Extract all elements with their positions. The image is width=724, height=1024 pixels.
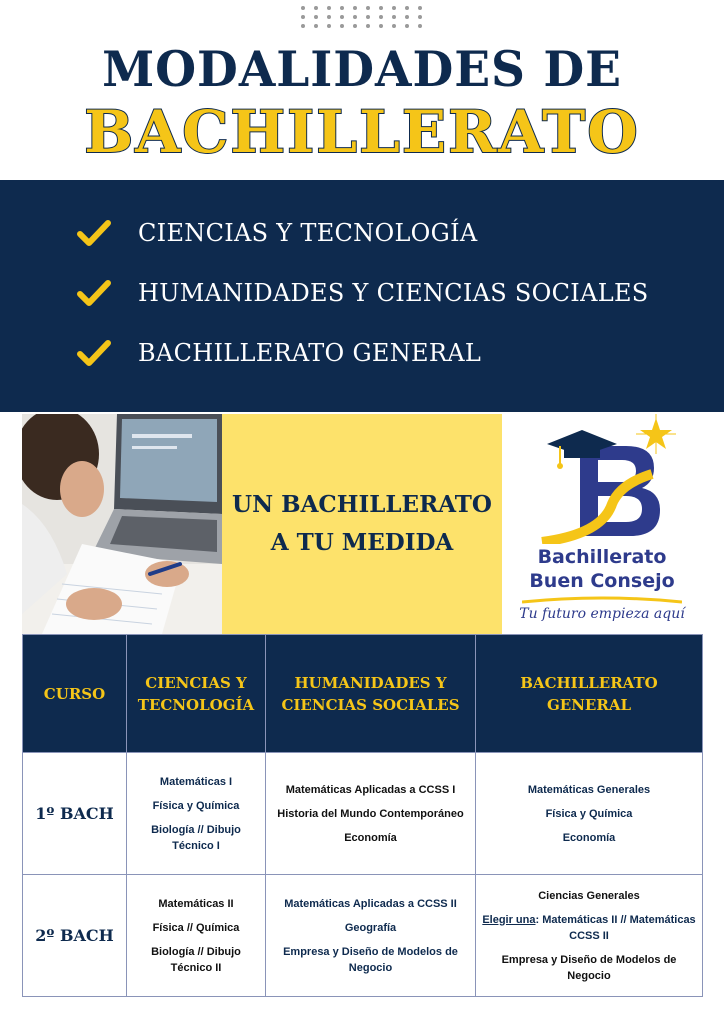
subject: Biología // Dibujo Técnico I — [151, 823, 241, 852]
subject: Ciencias Generales — [538, 889, 640, 902]
cell-general — [476, 753, 703, 875]
table-row — [23, 875, 703, 997]
check-icon — [76, 338, 112, 368]
subject: Matemáticas Aplicadas a CCSS I — [285, 783, 456, 796]
page-title-line1: MODALIDADES DE — [102, 40, 622, 98]
graduation-cap-b-icon — [502, 414, 702, 544]
modalidad-label: CIENCIAS Y TECNOLOGÍA — [138, 219, 478, 247]
logo-name-line1: Bachillerato — [537, 546, 667, 568]
subject: Historia del Mundo Contemporáneo — [277, 807, 464, 820]
logo-underline-swoosh — [522, 596, 682, 604]
page-title-line2: BACHILLERATO — [84, 98, 640, 166]
cell-curso: 2º BACH — [23, 875, 127, 997]
modalidad-label: BACHILLERATO GENERAL — [138, 339, 482, 367]
modalidad-item — [76, 278, 649, 308]
modalidad-item — [76, 218, 478, 248]
student-laptop-photo — [22, 414, 222, 634]
subject: Matemáticas I — [159, 775, 233, 788]
modalidad-item — [76, 338, 481, 368]
slogan-line2: A TU MEDIDA — [270, 529, 454, 556]
subjects-table — [22, 634, 703, 997]
subject: Matemáticas Aplicadas a CCSS II — [284, 897, 457, 910]
header-general: BACHILLERATO GENERAL — [476, 635, 703, 753]
header-curso: CURSO — [23, 635, 127, 753]
cell-humanidades — [266, 875, 476, 997]
subject: Física y Química — [152, 799, 240, 812]
slogan-line1: UN BACHILLERATO — [232, 491, 492, 518]
subject: Biología // Dibujo Técnico II — [151, 945, 241, 974]
subject: Empresa y Diseño de Modelos de Negocio — [501, 953, 677, 982]
subject: Física y Química — [545, 807, 633, 820]
choose-one-label: Elegir una — [482, 913, 536, 926]
subject: Matemáticas II — [158, 897, 234, 910]
cell-ciencias — [127, 875, 266, 997]
subject: Empresa y Diseño de Modelos de Negocio — [283, 945, 458, 974]
subject: Física // Química — [152, 921, 240, 934]
cell-humanidades — [266, 753, 476, 875]
logo-tagline: Tu futuro empieza aquí — [519, 606, 685, 622]
modalidad-label: HUMANIDADES Y CIENCIAS SOCIALES — [138, 279, 649, 307]
check-icon — [76, 278, 112, 308]
table-row — [23, 753, 703, 875]
check-icon — [76, 218, 112, 248]
subject: Economía — [562, 831, 616, 844]
table-header-row — [23, 635, 703, 753]
subject: Matemáticas Generales — [527, 783, 651, 796]
cell-curso: 1º BACH — [23, 753, 127, 875]
school-logo — [502, 414, 702, 634]
subject: Economía — [344, 831, 397, 844]
cell-general — [476, 875, 703, 997]
logo-name-line2: Buen Consejo — [529, 570, 675, 592]
slogan-block — [222, 414, 502, 634]
subject: Geografía — [344, 921, 397, 934]
cell-ciencias — [127, 753, 266, 875]
header-humanidades: HUMANIDADES Y CIENCIAS SOCIALES — [266, 635, 476, 753]
choose-one-options: : Matemáticas II // Matemáticas CCSS II — [535, 913, 696, 942]
subject-choice — [480, 912, 698, 944]
modalidades-band — [0, 180, 724, 412]
decorative-dots — [297, 4, 427, 30]
header-ciencias: CIENCIAS Y TECNOLOGÍA — [127, 635, 266, 753]
